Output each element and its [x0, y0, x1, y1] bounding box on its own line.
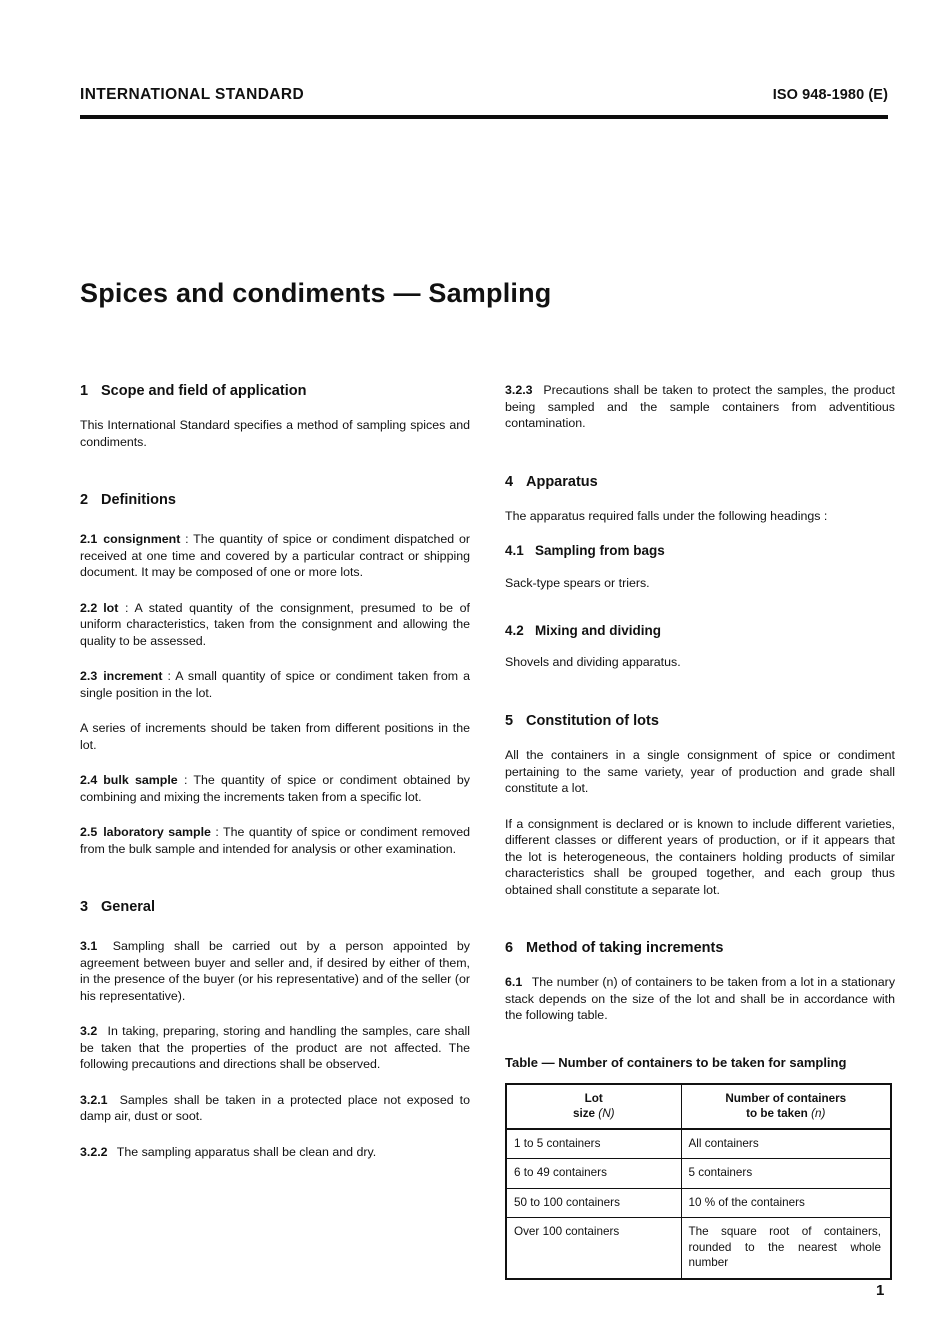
table-header-lot-line2: size [572, 1106, 596, 1120]
table-row [506, 1159, 891, 1188]
table-caption: Table — Number of containers to be taken for sampling [505, 1054, 847, 1070]
table-header-containers-line1: Number of containers [725, 1091, 847, 1105]
section-1-paragraph: This International Standard specifies a method of sampling spices and condiments. [80, 418, 470, 449]
section-4-2-number: 4.2 [505, 622, 524, 638]
spacer [505, 1043, 895, 1055]
definition-2-3-term: increment [103, 669, 163, 684]
left-column [80, 382, 470, 1179]
section-4-1-title: Sampling from bags [535, 543, 665, 559]
definition-2-2 [80, 600, 470, 650]
section-3-title: General [101, 899, 155, 916]
section-1-number: 1 [80, 383, 89, 399]
definition-2-1-number: 2.1 [80, 532, 98, 547]
table-header-lot-size [506, 1084, 681, 1129]
clause-3-2-2 [80, 1144, 470, 1161]
spacer [80, 469, 470, 491]
spacer [80, 876, 470, 898]
header-standard-label: INTERNATIONAL STANDARD [80, 86, 305, 103]
section-2-note: A series of increments should be taken from different positions in the lot. [80, 721, 470, 752]
section-1-title: Scope and field of application [101, 383, 307, 399]
clause-3-2-1-number: 3.2.1 [80, 1092, 108, 1107]
definition-2-1-term: consignment [103, 532, 181, 547]
table-cell-lot-size: Over 100 containers [506, 1218, 681, 1279]
definition-2-4-text: : The quantity of spice or condiment obtained by combining and mixing the increments taken from a specific lot. [80, 773, 470, 804]
clause-6-1 [505, 974, 895, 1024]
section-4-1-text: Sack-type spears or triers. [505, 576, 650, 590]
clause-3-2-2-number: 3.2.2 [80, 1144, 108, 1159]
containers-sampling-table [505, 1083, 892, 1280]
heading-section-2 [80, 491, 470, 509]
table-cell-containers: The square root of containers, rounded to the nearest whole number [681, 1218, 891, 1279]
table-cell-containers: 5 containers [681, 1159, 891, 1188]
page-title: Spices and condiments — Sampling [80, 278, 552, 308]
spacer [505, 690, 895, 712]
definition-2-4-term: bulk sample [103, 773, 178, 788]
table-header-row [506, 1084, 891, 1129]
heading-section-4 [505, 473, 895, 491]
definition-2-5-term: laboratory sample [103, 825, 211, 840]
clause-3-1-text: Sampling shall be carried out by a person appointed by agreement between buyer and seller and, if desired by either of them, in the presence of the buyer (or his representative) and of the seller (or his representative). [80, 939, 470, 1003]
section-3-number: 3 [80, 899, 89, 916]
clause-3-2-2-text: The sampling apparatus shall be clean and dry. [116, 1144, 377, 1159]
table-header-containers [681, 1084, 891, 1129]
section-6-number: 6 [505, 940, 514, 956]
definition-2-5-text: : The quantity of spice or condiment removed from the bulk sample and intended for analysis or other examination. [80, 825, 471, 856]
section-4-intro: The apparatus required falls under the following headings : [505, 508, 828, 523]
definition-2-2-number: 2.2 [80, 600, 98, 615]
heading-section-4-1 [505, 543, 895, 560]
definition-2-2-text: : A stated quantity of the consignment, presumed to be of uniform characteristics, taken from the consignment and allowing the quality to be assessed. [80, 600, 470, 648]
definition-2-4-number: 2.4 [80, 773, 98, 788]
definition-2-2-term: lot [103, 600, 119, 615]
section-6-title: Method of taking increments [526, 940, 724, 956]
definition-2-1-text: : The quantity of spice or condiment dispatched or received at one time and covered by a particular contract or shipping document. It may be composed of one or more lots. [80, 532, 470, 580]
page-number: 1 [876, 1282, 885, 1299]
spacer [505, 611, 895, 623]
section-5-paragraph-2: If a consignment is declared or is known to include different varieties, different classes or different years of production, or if it appears that the lot is heterogeneous, the containers holding products of similar characteristics shall be grouped together, and each group thus obtained shall constitute a separate lot. [505, 816, 895, 897]
section-4-1-number: 4.1 [505, 543, 524, 559]
section-5-title: Constitution of lots [526, 712, 659, 729]
table-cell-containers: 10 % of the containers [681, 1188, 891, 1217]
clause-3-2-text: In taking, preparing, storing and handling the samples, care shall be taken that the properties of the product are not affected. The following precautions and directions shall be observed. [80, 1024, 470, 1072]
section-4-number: 4 [505, 473, 514, 490]
clause-3-2-3-text: Precautions shall be taken to protect the samples, the product being sampled and the sample containers from adventitious contamination. [505, 383, 895, 430]
definition-2-3-number: 2.3 [80, 669, 98, 684]
clause-3-2 [80, 1023, 470, 1073]
table-row [506, 1218, 891, 1279]
clause-3-2-1-text: Samples shall be taken in a protected place not exposed to damp air, dust or soot. [80, 1092, 470, 1124]
definition-2-1 [80, 531, 470, 581]
section-4-2-text: Shovels and dividing apparatus. [505, 655, 681, 670]
table-cell-containers: All containers [681, 1129, 891, 1159]
table-header-lot-line1: Lot [584, 1091, 603, 1105]
heading-section-6 [505, 939, 895, 957]
section-5-paragraph-1: All the containers in a single consignment of spice or condiment pertaining to the same variety, year of production and grade shall constitute a lot. [505, 748, 895, 795]
clause-6-1-text: The number (n) of containers to be taken from a lot in a stationary stack depends on the size of the lot and shall be in accordance with the following table. [505, 975, 896, 1023]
definition-2-3 [80, 668, 470, 701]
heading-section-1 [80, 382, 470, 400]
table-row [506, 1188, 891, 1217]
clause-6-1-number: 6.1 [505, 975, 523, 990]
clause-3-1-number: 3.1 [80, 939, 98, 954]
right-column [505, 382, 895, 1280]
definition-2-3-text: : A small quantity of spice or condiment taken from a single position in the lot. [80, 669, 470, 700]
clause-3-2-number: 3.2 [80, 1024, 98, 1039]
heading-section-4-2 [505, 623, 895, 640]
section-2-title: Definitions [101, 492, 176, 509]
definition-2-5 [80, 824, 470, 857]
header-standard-reference: ISO 948-1980 (E) [772, 87, 888, 103]
heading-section-5 [505, 712, 895, 730]
spacer [505, 451, 895, 473]
section-4-title: Apparatus [526, 473, 598, 490]
section-2-number: 2 [80, 492, 89, 509]
clause-3-2-1 [80, 1092, 470, 1125]
table-header-containers-symbol: (n) [811, 1106, 826, 1120]
page-header [80, 86, 888, 104]
spacer [505, 917, 895, 939]
definition-2-4 [80, 772, 470, 805]
table-cell-lot-size: 6 to 49 containers [506, 1159, 681, 1188]
section-5-number: 5 [505, 712, 514, 729]
heading-section-3 [80, 898, 470, 916]
section-4-2-title: Mixing and dividing [535, 622, 661, 638]
table-header-containers-line2: to be taken [746, 1106, 808, 1120]
clause-3-2-3-number: 3.2.3 [505, 383, 533, 397]
clause-3-1 [80, 938, 470, 1004]
table-cell-lot-size: 1 to 5 containers [506, 1129, 681, 1159]
definition-2-5-number: 2.5 [80, 825, 98, 840]
table-row [506, 1129, 891, 1159]
table-header-lot-symbol: (N) [598, 1106, 615, 1120]
table-cell-lot-size: 50 to 100 containers [506, 1188, 681, 1217]
clause-3-2-3 [505, 382, 895, 432]
header-rule-divider [80, 115, 888, 119]
